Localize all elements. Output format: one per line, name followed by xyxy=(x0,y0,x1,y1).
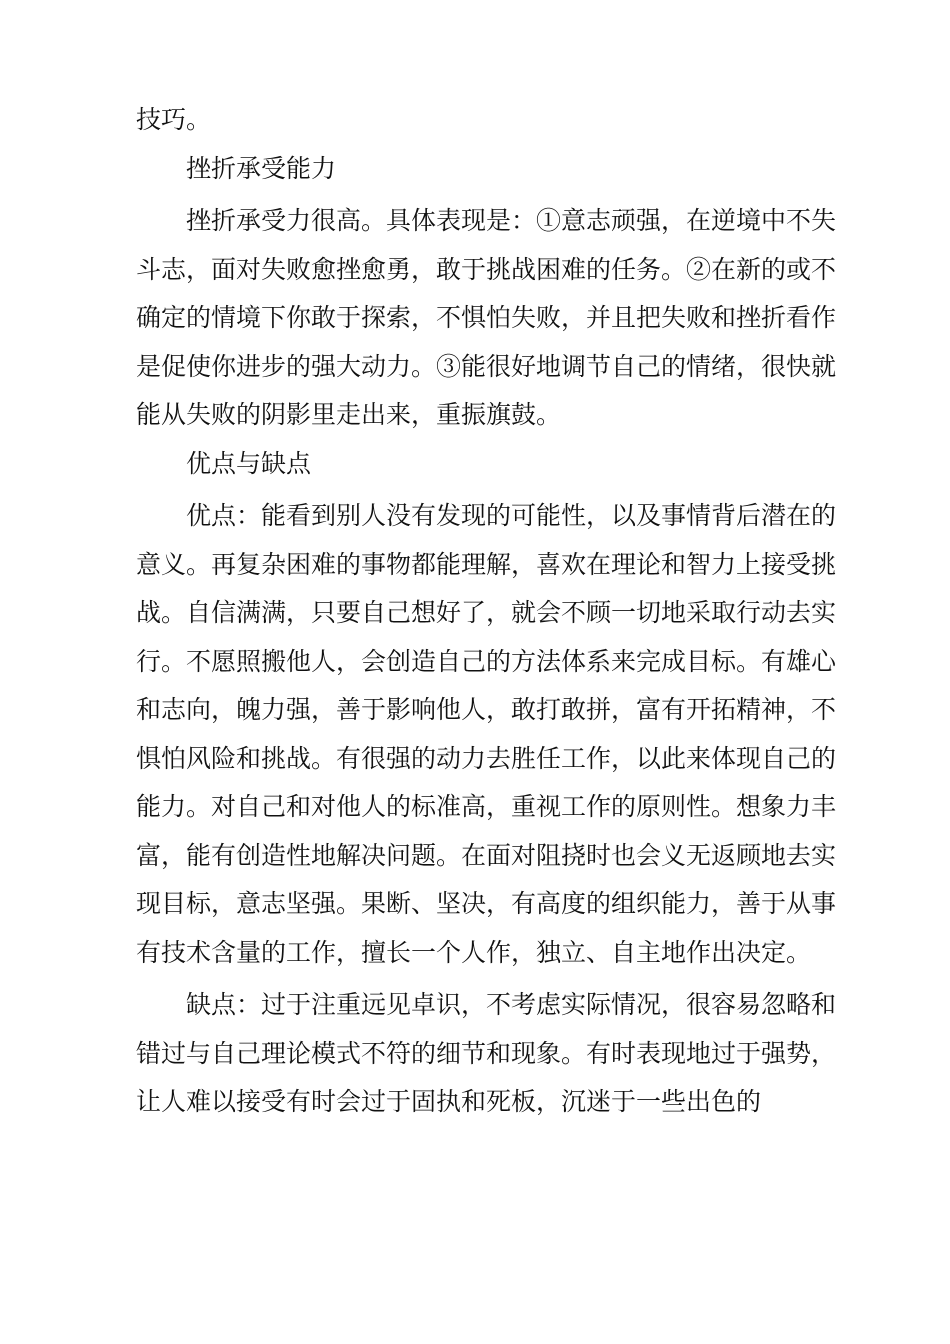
continuation-paragraph: 技巧。 xyxy=(136,105,212,134)
pros-paragraph: 优点：能看到别人没有发现的可能性，以及事情背后潜在的意义。再复杂困难的事物都能理解，喜欢在理论和智力上接受挑战。自信满满，只要自己想好了，就会不顾一切地采取行动去实行。不愿照搬他人，会创造自己的方法体系来完成目标。有雄心和志向，魄力强，善于影响他人，敢打敢拼，富有开拓精神，不惧怕风险和挑战。有很强的动力去胜任工作，以此来体现自己的能力。对自己和对他人的标准高，重视工作的原则性。想象力丰富，能有创造性地解决问题。在面对阻挠时也会义无返顾地去实现目标，意志坚强。果断、坚决，有高度的组织能力，善于从事有技术含量的工作，擅长一个人作，独立、自主地作出决定。 xyxy=(136,501,837,967)
section-heading-frustration-tolerance: 挫折承受能力 xyxy=(186,153,337,183)
cons-paragraph: 缺点：过于注重远见卓识，不考虑实际情况，很容易忽略和错过与自己理论模式不符的细节和现象。有时表现地过于强势，让人难以接受有时会过于固执和死板，沉迷于一些出色的 xyxy=(136,990,837,1116)
document-body xyxy=(136,96,836,1127)
frustration-tolerance-paragraph: 挫折承受力很高。具体表现是：①意志顽强，在逆境中不失斗志，面对失败愈挫愈勇，敢于挑战困难的任务。②在新的或不确定的情境下你敢于探索，不惧怕失败，并且把失败和挫折看作是促使你进步的强大动力。③能很好地调节自己的情绪，很快就能从失败的阴影里走出来，重振旗鼓。 xyxy=(136,206,837,429)
section-heading-pros-and-cons: 优点与缺点 xyxy=(186,448,312,478)
